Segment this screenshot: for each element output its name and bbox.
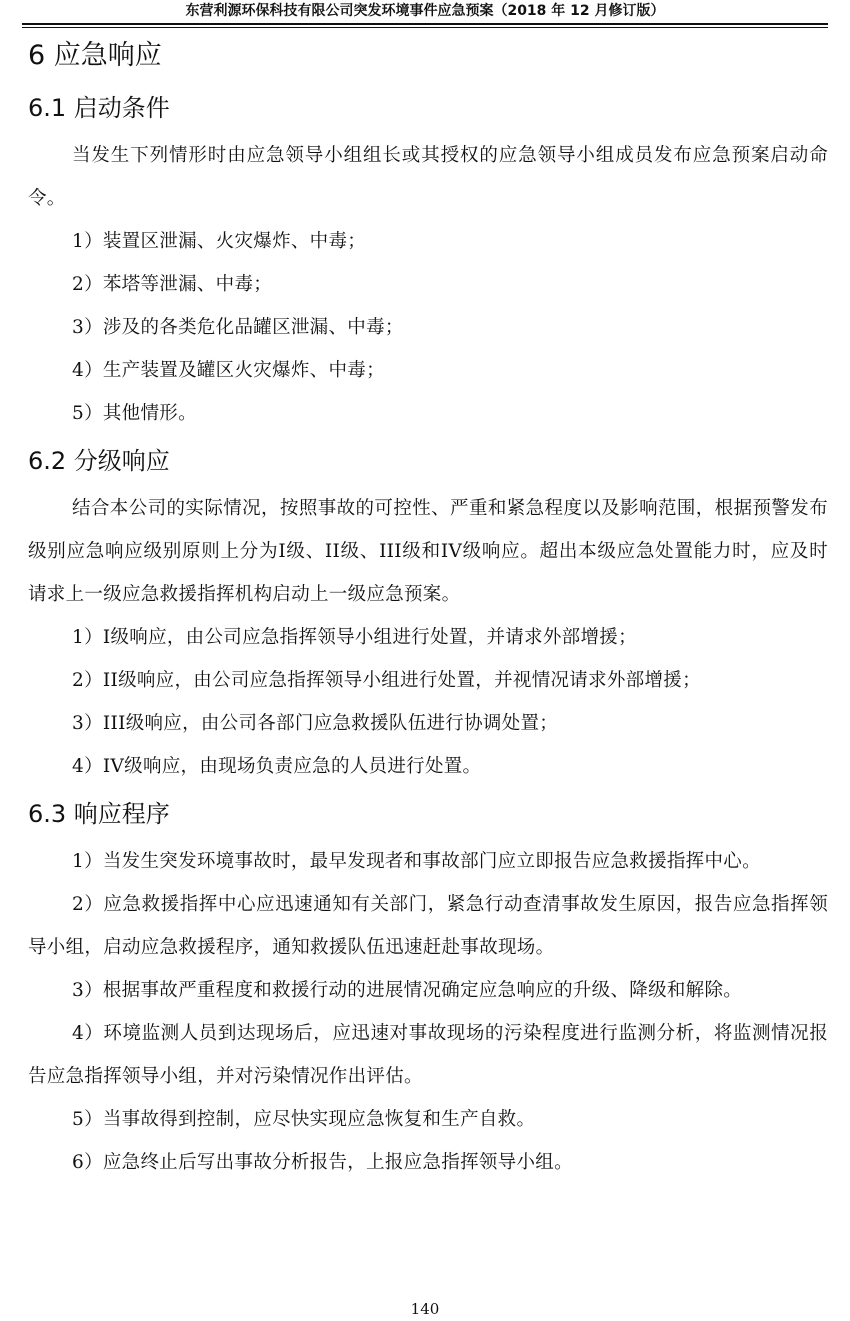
page-number: 140 <box>410 1300 440 1318</box>
section-title: 6.2 分级响应 <box>28 447 170 475</box>
paragraph: 结合本公司的实际情况，按照事故的可控性、严重和紧急程度以及影响范围，根据预警发布级别应急响应级别原则上分为I级、II级、III级和IV级响应。超出本级应急处置能力时，应及时请求上一级应急救援指挥机构启动上一级应急预案。 <box>28 498 828 605</box>
section-6-3 <box>28 794 828 1184</box>
header-rule-thick <box>22 23 828 25</box>
list-item: 3）涉及的各类危化品罐区泄漏、中毒； <box>72 317 404 338</box>
list-item: 1）I级响应，由公司应急指挥领导小组进行处置，并请求外部增援； <box>72 627 637 648</box>
list-item: 4）IV级响应，由现场负责应急的人员进行处置。 <box>72 756 482 777</box>
list-item: 2）II级响应，由公司应急指挥领导小组进行处置，并视情况请求外部增援； <box>72 670 701 691</box>
paragraph: 当发生下列情形时由应急领导小组组长或其授权的应急领导小组成员发布应急预案启动命令。 <box>28 145 828 209</box>
document-body <box>28 34 828 1184</box>
section-title: 6.3 响应程序 <box>28 800 170 828</box>
list-item: 3）III级响应，由公司各部门应急救援队伍进行协调处置； <box>72 713 559 734</box>
section-title: 6.1 启动条件 <box>28 94 170 122</box>
list-item: 6）应急终止后写出事故分析报告，上报应急指挥领导小组。 <box>72 1152 573 1173</box>
list-item: 3）根据事故严重程度和救援行动的进展情况确定应急响应的升级、降级和解除。 <box>72 980 743 1001</box>
list-item: 1）装置区泄漏、火灾爆炸、中毒； <box>72 231 367 252</box>
list-item: 2）苯塔等泄漏、中毒； <box>72 274 273 295</box>
list-item: 1）当发生突发环境事故时，最早发现者和事故部门应立即报告应急救援指挥中心。 <box>72 851 761 872</box>
list-item: 5）其他情形。 <box>72 403 197 424</box>
list-item: 2）应急救援指挥中心应迅速通知有关部门，紧急行动查清事故发生原因，报告应急指挥领导小组，启动应急救援程序，通知救援队伍迅速赶赴事故现场。 <box>28 894 828 958</box>
list-item: 4）环境监测人员到达现场后，应迅速对事故现场的污染程度进行监测分析，将监测情况报告应急指挥领导小组，并对污染情况作出评估。 <box>28 1023 828 1087</box>
list-item: 5）当事故得到控制，应尽快实现应急恢复和生产自救。 <box>72 1109 536 1130</box>
list-item: 4）生产装置及罐区火灾爆炸、中毒； <box>72 360 385 381</box>
running-header: 东营利源环保科技有限公司突发环境事件应急预案（2018 年 12 月修订版） <box>185 3 665 19</box>
chapter-title: 6 应急响应 <box>28 40 162 71</box>
section-6-2 <box>28 441 828 788</box>
section-6-1 <box>28 88 828 435</box>
header-rule-thin <box>22 27 828 28</box>
